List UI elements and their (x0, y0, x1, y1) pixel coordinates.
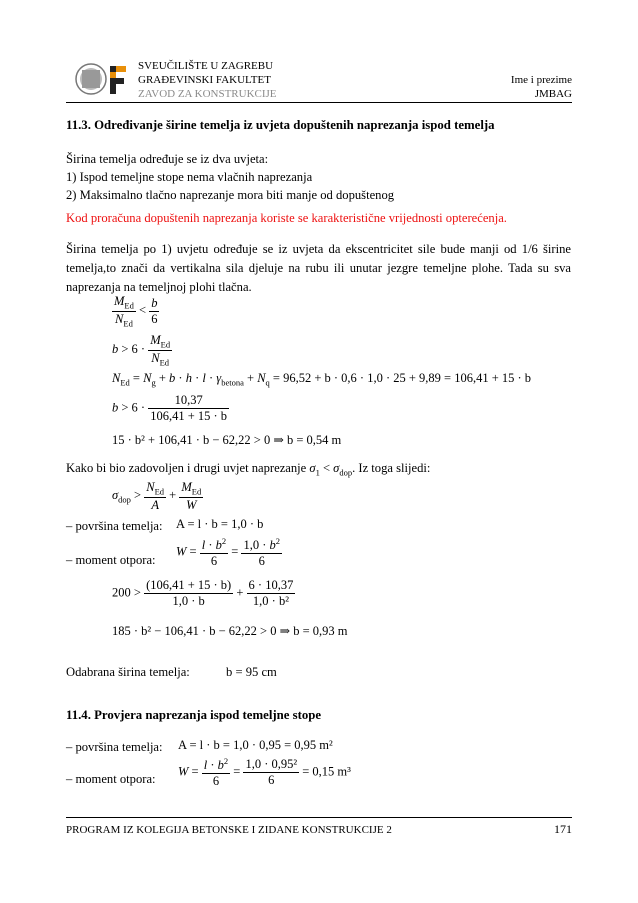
area-equation-2: A = l · b = 1,0 · 0,95 = 0,95 m² (178, 738, 333, 752)
moment2-result: = 0,15 m³ (302, 764, 351, 779)
eq200-den1: 1,0 · b (172, 594, 205, 608)
chosen-width-value: b = 95 cm (226, 665, 277, 679)
second-condition-end: . Iz toga slijedi: (352, 461, 431, 475)
moment-label-2: – moment otpora: (66, 772, 156, 786)
second-condition-text: Kako bi bio zadovoljen i drugi uvjet naprezanje $\sigma_1 < \sigma_{dop}$. Iz toga slijedi: (66, 461, 431, 478)
equation-sigma-dop: $\sigma_{dop}$ > $\frac{N_{Ed}}{A}$ + $\frac{M_{Ed}}{W}$ (112, 480, 202, 512)
paragraph-line-3: naprezanja na temeljnoj plohi tlačna. (66, 280, 252, 294)
moment2-den: 6 (268, 773, 275, 788)
equation-quadratic-2: 185 · b² − 106,41 · b − 62,22 > 0 ⇒ b = 0,93 m (112, 624, 348, 638)
section-title-11-3: 11.3. Određivanje širine temelja iz uvjeta dopuštenih naprezanja ispod temelja (66, 118, 495, 132)
area-equation: A = l · b = 1,0 · b (176, 517, 264, 531)
institution-block (138, 59, 277, 101)
student-fields (511, 73, 572, 101)
eq200-den2: 1,0 · b² (252, 594, 289, 608)
note-red: Kod proračuna dopuštenih naprezanja koriste se karakteristične vrijednosti opterećenja. (66, 211, 507, 225)
chosen-width-label: Odabrana širina temelja: (66, 665, 190, 679)
equation-200: 200 > $\frac{(106,41 + 15 \cdot b)}{1,0 \cdot b}$ + $\frac{6 \cdot 10,37}{\text{1,0 · b²}}$ (112, 578, 294, 608)
second-condition-lead: Kako bi bio zadovoljen i drugi uvjet naprezanje (66, 461, 307, 475)
moment-equation: W = $\frac{l \cdot b^2}{6}$ = $\frac{1,0 \cdot b^2}{6}$ (176, 536, 280, 569)
moment2-num: 1,0 · 0,95² (245, 757, 298, 772)
eq200-num2: 6 · 10,37 (248, 578, 294, 592)
area-label-2: – površina temelja: (66, 740, 163, 754)
university-name: SVEUČILIŠTE U ZAGREBU (138, 60, 274, 72)
frac-numerator: 10,37 (148, 393, 229, 409)
moment-label-text: – moment otpora: (66, 553, 156, 567)
header-rule (66, 102, 572, 103)
id-label: JMBAG (534, 88, 572, 100)
equation-eccentricity: $\frac{M_{Ed}}{N_{Ed}}$ < $\frac{b}{6}$ (114, 294, 158, 328)
equation-b-fraction: b > 6 · $\frac{10,37}{106,41 + 15 \cdot b}$ (112, 393, 228, 423)
paragraph-line-2: temelja,to znači da vertikalna sila djeluje na rubu ili unutar jezgre temeljne plohe. Tada su sva (66, 261, 571, 275)
page-number: 171 (554, 822, 572, 836)
paragraph-line-1: Širina temelja po 1) uvjetu određuje se iz uvjeta da ekscentricitet sile bude manji od 1/6 širine (66, 242, 571, 256)
condition-1: 1) Ispod temeljne stope nema vlačnih naprezanja (66, 170, 313, 184)
moment-label (66, 551, 156, 570)
area-label: – površina temelja: (66, 519, 163, 533)
equation-b-min: b > 6 · $\frac{M_{Ed}}{N_{Ed}}$ (112, 333, 171, 367)
footer-rule (66, 817, 572, 818)
department-name: ZAVOD ZA KONSTRUKCIJE (138, 88, 277, 100)
frac-denominator: 106,41 + 15 · b (150, 409, 228, 423)
n-ed-values: = 96,52 + b · 0,6 · 1,0 · 25 + 9,89 = 106,41 + 15 · b (272, 371, 532, 385)
equation-quadratic-1: 15 · b² + 106,41 · b − 62,22 > 0 ⇒ b = 0,54 m (112, 433, 342, 447)
name-label: Ime i prezime (510, 74, 572, 86)
intro-text: Širina temelja određuje se iz dva uvjeta: (66, 152, 269, 166)
eq200-num1: (106,41 + 15 · b) (146, 578, 232, 592)
section-title-11-4: 11.4. Provjera naprezanja ispod temeljne stope (66, 708, 322, 722)
footer-course: PROGRAM IZ KOLEGIJA BETONSKE I ZIDANE KONSTRUKCIJE 2 (66, 824, 392, 836)
condition-2: 2) Maksimalno tlačno naprezanje mora biti manje od dopuštenog (66, 188, 395, 202)
faculty-name: GRAĐEVINSKI FAKULTET (138, 74, 271, 86)
moment-equation-2: W = $\frac{l \cdot b^2}{6}$ = $\frac{\text{1,0 · 0,95²}}{6}$ = 0,15 m³ (178, 756, 351, 789)
faculty-logo (74, 60, 134, 102)
equation-n-ed: $N_{Ed} = N_g + b \cdot h \cdot l \cdot \gamma_{betona} + N_q = 96,52 + b \cdot 0,6 \cdot 1,0 \cdot 25 + 9,89 = 106,41 + 15 \cdot b$ (112, 371, 532, 388)
